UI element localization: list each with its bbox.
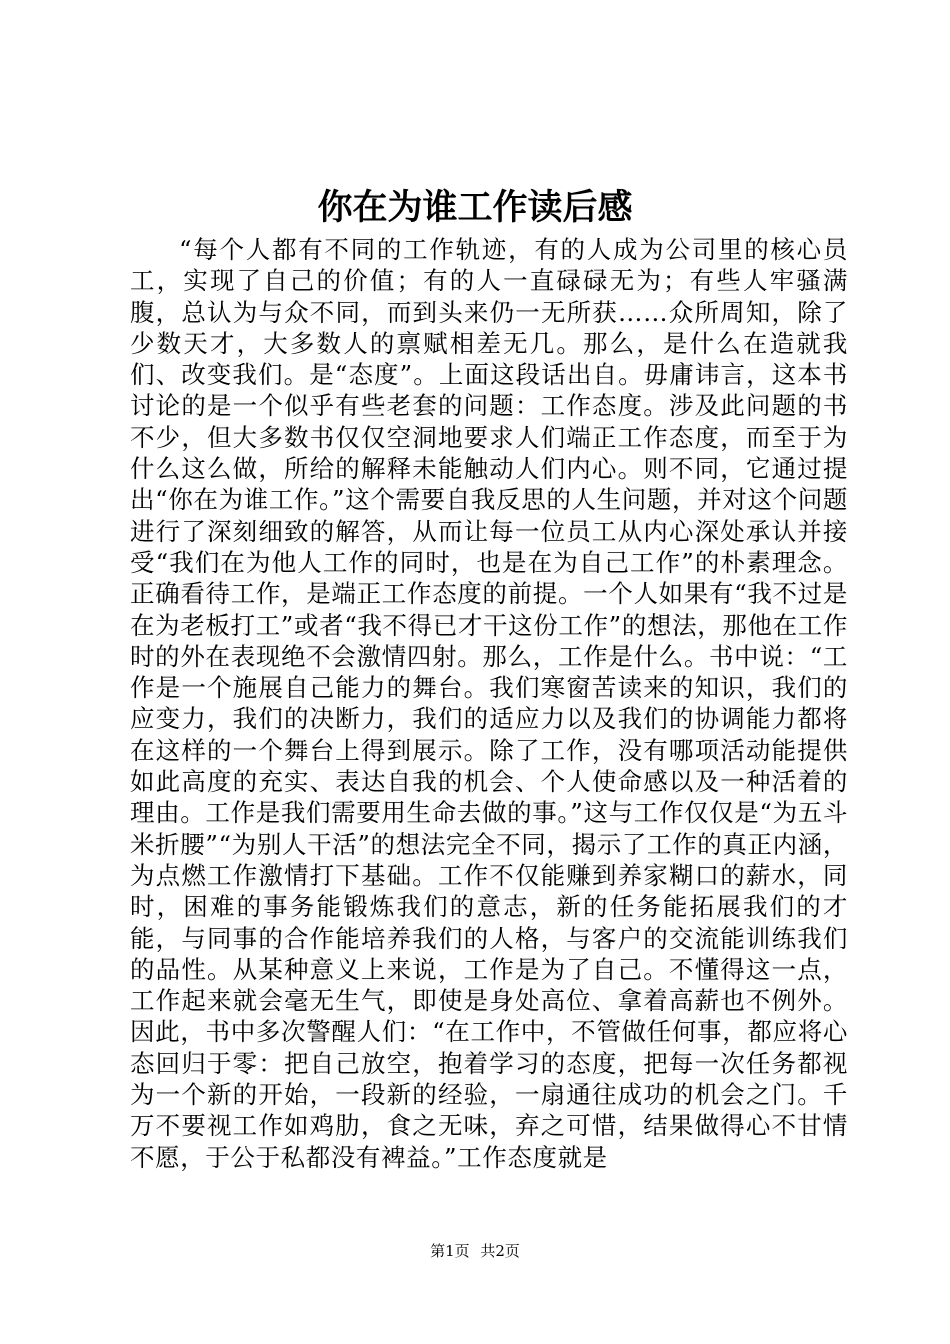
document-title: 你在为谁工作读后感: [317, 187, 633, 228]
document-body-paragraph: “每个人都有不同的工作轨迹，有的人成为公司里的核心员工，实现了自己的价值；有的人一直碌碌无为；有些人牢骚满腹，总认为与众不同，而到头来仍一无所获……众所周知，除了少数天才，大多数人的禀赋相差无几。那么，是什么在造就我们、改变我们。是“态度”。上面这段话出自。毋庸讳言，这本书讨论的是一个似乎有些老套的问题：工作态度。涉及此问题的书不少，但大多数书仅仅空洞地要求人们端正工作态度，而至于为什么这么做，所给的解释未能触动人们内心。则不同，它通过提出“你在为谁工作。”这个需要自我反思的人生问题，并对这个问题进行了深刻细致的解答，从而让每一位员工从内心深处承认并接受“我们在为他人工作的同时，也是在为自己工作”的朴素理念。正确看待工作，是端正工作态度的前提。一个人如果有“我不过是在为老板打工”或者“我不得已才干这份工作”的想法，那他在工作时的外在表现绝不会激情四射。那么，工作是什么。书中说：“工作是一个施展自己能力的舞台。我们寒窗苦读来的知识，我们的应变力，我们的决断力，我们的适应力以及我们的协调能力都将在这样的一个舞台上得到展示。除了工作，没有哪项活动能提供如此高度的充实、表达自我的机会、个人使命感以及一种活着的理由。工作是我们需要用生命去做的事。”这与工作仅仅是“为五斗米折腰”“为别人干活”的想法完全不同，揭示了工作的真正内涵，为点燃工作激情打下基础。工作不仅能赚到养家糊口的薪水，同时，困难的事务能锻炼我们的意志，新的任务能拓展我们的才能，与同事的合作能培养我们的人格，与客户的交流能训练我们的品性。从某种意义上来说，工作是为了自己。不懂得这一点，工作起来就会毫无生气，即使是身处高位、拿着高薪也不例外。因此，书中多次警醒人们：“在工作中，不管做任何事，都应将心态回归于零：把自己放空，抱着学习的态度，把每一次任务都视为一个新的开始，一段新的经验，一扇通往成功的机会之门。千万不要视工作如鸡肋，食之无味，弃之可惜，结果做得心不甘情不愿，于公于私都没有裨益。”工作态度就是: [130, 235, 848, 1172]
total-pages-indicator: 共2页: [480, 1242, 520, 1260]
page-footer: [0, 1240, 950, 1262]
current-page-indicator: 第1页: [430, 1242, 470, 1260]
